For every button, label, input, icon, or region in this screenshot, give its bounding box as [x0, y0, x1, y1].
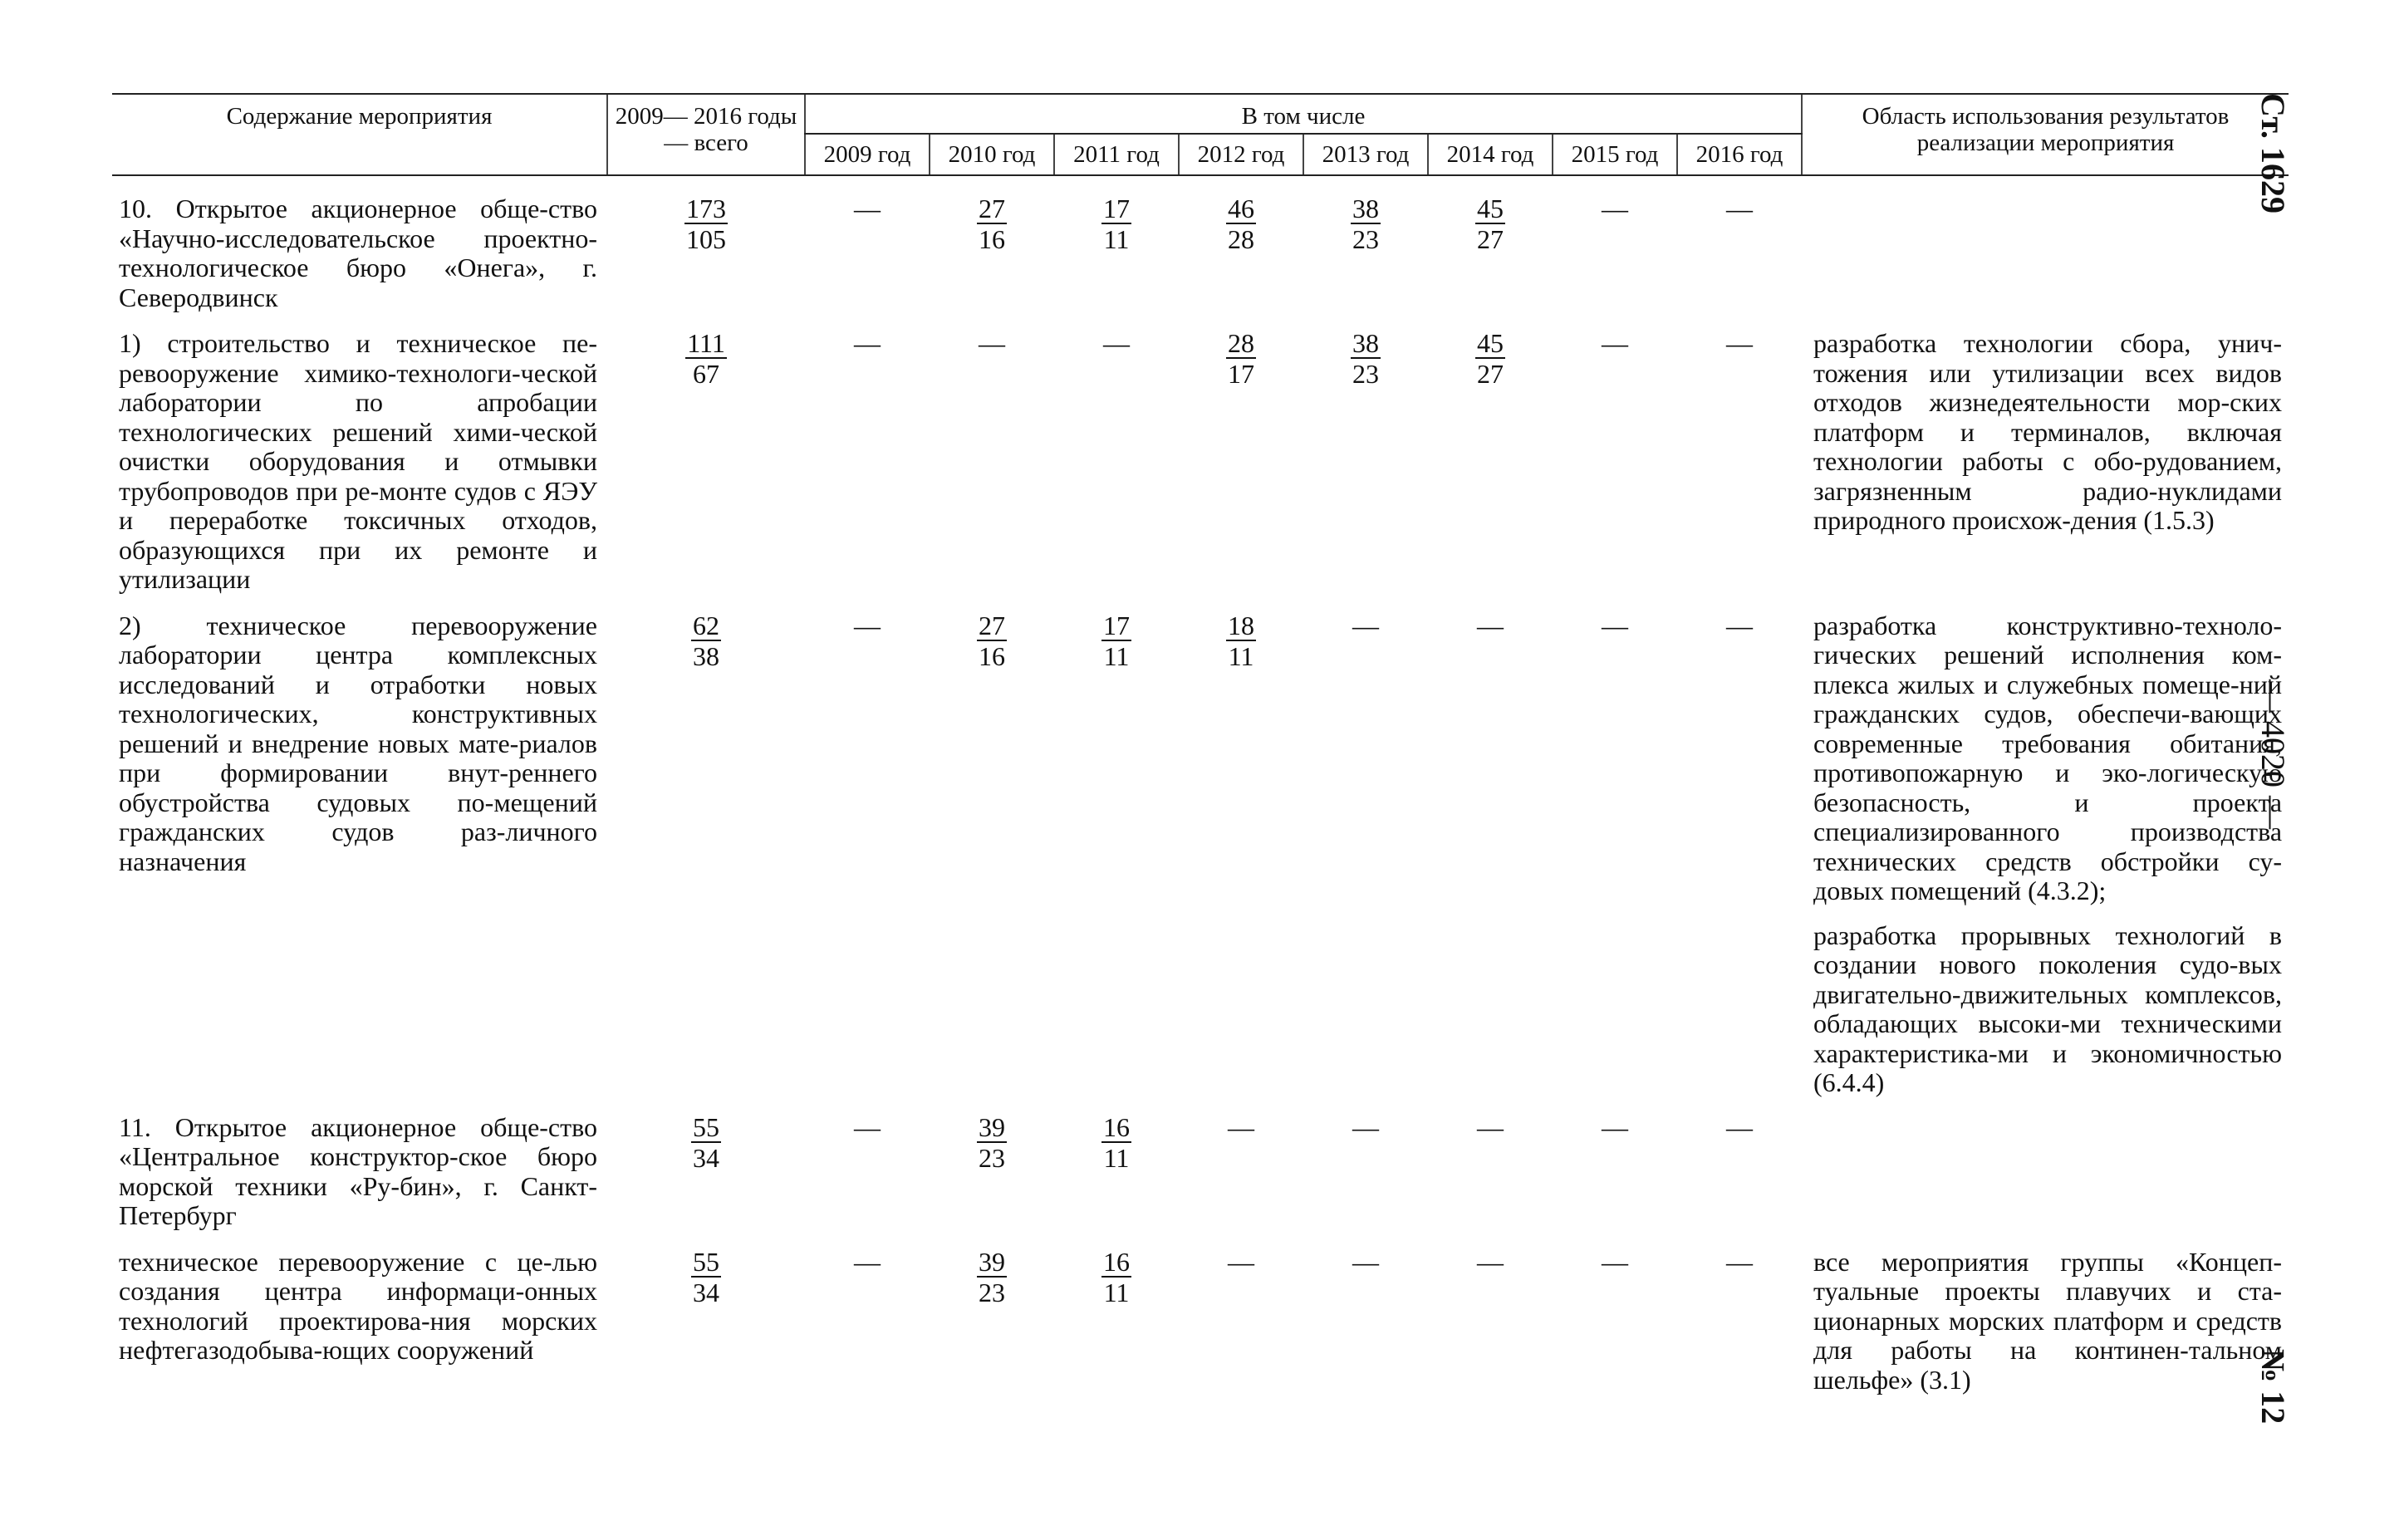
year-cell-2012	[1179, 321, 1303, 603]
table-row	[112, 321, 2289, 603]
header-year-2014: 2014 год	[1428, 134, 1553, 175]
header-year-2016: 2016 год	[1677, 134, 1802, 175]
area-text	[1802, 1105, 2289, 1239]
area-text: разработка технологии сбора, унич-тожения или утилизации всех видов отходов жизнедеятельности мор-ских платформ и терминалов, включая технологии работы с обо-рудованием, загрязненным радио-нуклидами природного происхож-дения (1.5.3)	[1813, 328, 2283, 535]
denominator: 23	[1352, 224, 1379, 254]
denominator: 34	[693, 1277, 719, 1307]
year-cell-2015-dash: —	[1602, 1111, 1628, 1142]
empty-cell	[805, 913, 930, 1105]
empty-cell	[1677, 913, 1802, 1105]
header-including: В том числе	[805, 94, 1802, 134]
numerator: 28	[1228, 328, 1254, 358]
total-cell	[607, 1239, 805, 1402]
empty-cell	[112, 913, 607, 1105]
numerator: 111	[687, 328, 725, 358]
year-fraction	[1475, 194, 1505, 254]
year-cell-2013-dash: —	[1352, 610, 1379, 640]
year-fraction	[977, 1113, 1007, 1173]
table-row	[112, 175, 2289, 321]
numerator: 27	[979, 194, 1005, 223]
total-cell	[607, 321, 805, 603]
empty-cell	[1303, 913, 1428, 1105]
measure-text: 2) техническое перевооружение лаборатории центра комплексных исследований и отработки новых технологических, конструктивных решений и внедрение новых мате-риалов при формировании внут-реннего обустройства судовых по-мещений гражданских судов раз-личного назначения	[119, 610, 597, 876]
area-text	[1802, 175, 2289, 321]
year-cell-2012	[1179, 603, 1303, 913]
margin-article: Ст. 1629	[2254, 93, 2292, 213]
numerator: 17	[1103, 610, 1130, 640]
total-cell	[607, 175, 805, 321]
measure-text: техническое перевооружение с це-лью создания центра информаци-онных технологий проектирова-ния морских нефтегазодобыва-ющих сооружений	[119, 1246, 597, 1365]
year-cell-2015-dash: —	[1602, 610, 1628, 640]
measure-text: 11. Открытое акционерное обще-ство «Центральное конструктор-ское бюро морской техники «Ру-бин», г. Санкт-Петербург	[119, 1111, 597, 1230]
measure-text: 1) строительство и техническое пе-ревооружение химико-технологи-ческой лаборатории по апробации технологических решений хими-ческой очистки оборудования и отмывки трубопроводов при ре-монте судов с ЯЭУ и переработке токсичных отходов, образующихся при их ремонте и утилизации	[119, 328, 597, 594]
numerator: 39	[979, 1246, 1005, 1277]
empty-cell	[930, 913, 1054, 1105]
table-header	[112, 94, 2289, 175]
year-cell-2009-dash: —	[854, 610, 881, 640]
numerator: 27	[979, 610, 1005, 640]
denominator: 23	[1352, 359, 1379, 389]
area-text: разработка конструктивно-техноло-гических решений исполнения ком-плекса жилых и служебных помеще-ний гражданских судов, обеспечи-вающих современные требования обитания, противопожарную и эко-логическую безопасность, и проекта специализированного производства технических средств обстройки су-довых помещений (4.3.2);	[1813, 610, 2283, 905]
denominator: 38	[693, 640, 719, 671]
area-text-2: разработка прорывных технологий в создании нового поколения судо-вых двигательно-движительных комплексов, обладающих высоки-ми техническими характеристика-ми и экономичностью (6.4.4)	[1813, 920, 2283, 1097]
year-cell-2012-dash: —	[1228, 1111, 1254, 1142]
header-content: Содержание мероприятия	[112, 94, 607, 175]
total-fraction	[684, 194, 728, 254]
year-cell-2014	[1428, 175, 1553, 321]
total-fraction	[691, 1113, 721, 1173]
margin-page-number: — 4020 —	[2254, 679, 2292, 829]
numerator: 62	[693, 610, 719, 640]
denominator: 11	[1103, 1142, 1130, 1173]
empty-cell	[1054, 913, 1179, 1105]
year-cell-2010-dash: —	[979, 328, 1005, 358]
year-cell-2014-dash: —	[1477, 1246, 1504, 1277]
header-area: Область использования результатов реализации мероприятия	[1802, 94, 2289, 175]
total-cell	[607, 1105, 805, 1239]
area-text: все мероприятия группы «Концеп-туальные проекты плавучих и ста-ционарных морских платформ и средств для работы на континен-тальном шельфе» (3.1)	[1813, 1246, 2283, 1395]
year-cell-2009-dash: —	[854, 1246, 881, 1277]
year-cell-2011	[1054, 1239, 1179, 1402]
year-cell-2016-dash: —	[1726, 1246, 1753, 1277]
denominator: 23	[979, 1142, 1005, 1173]
header-year-2010: 2010 год	[930, 134, 1054, 175]
header-year-2015: 2015 год	[1553, 134, 1677, 175]
margin-issue: № 12	[2254, 1349, 2292, 1425]
year-fraction	[977, 194, 1007, 254]
denominator: 16	[979, 640, 1005, 671]
year-cell-2016-dash: —	[1726, 1111, 1753, 1142]
total-cell	[607, 603, 805, 913]
year-cell-2011	[1054, 603, 1179, 913]
denominator: 27	[1477, 359, 1504, 389]
year-cell-2011	[1054, 1105, 1179, 1239]
year-cell-2014	[1428, 321, 1553, 603]
year-cell-2013-dash: —	[1352, 1246, 1379, 1277]
year-fraction	[977, 611, 1007, 671]
year-cell-2009-dash: —	[854, 328, 881, 358]
table-row	[112, 603, 2289, 913]
denominator: 67	[693, 359, 719, 389]
denominator: 11	[1103, 1277, 1130, 1307]
denominator: 27	[1477, 224, 1504, 254]
total-fraction	[685, 329, 727, 389]
year-cell-2011-dash: —	[1103, 328, 1130, 358]
table-row-continuation	[112, 913, 2289, 1105]
year-cell-2009-dash: —	[854, 1111, 881, 1142]
numerator: 18	[1228, 610, 1254, 640]
total-fraction	[691, 1248, 721, 1307]
denominator: 34	[693, 1142, 719, 1173]
header-year-2009: 2009 год	[805, 134, 930, 175]
denominator: 11	[1228, 640, 1254, 671]
numerator: 16	[1103, 1111, 1130, 1142]
year-fraction	[1226, 194, 1256, 254]
empty-cell	[1428, 913, 1553, 1105]
year-fraction	[1101, 194, 1131, 254]
year-cell-2010	[930, 1239, 1054, 1402]
year-fraction	[1351, 194, 1381, 254]
numerator: 38	[1352, 194, 1379, 223]
year-cell-2015-dash: —	[1602, 328, 1628, 358]
year-cell-2014-dash: —	[1477, 1111, 1504, 1142]
numerator: 17	[1103, 194, 1130, 223]
empty-cell	[607, 913, 805, 1105]
year-fraction	[1101, 611, 1131, 671]
year-cell-2012	[1179, 175, 1303, 321]
year-fraction	[1101, 1248, 1131, 1307]
numerator: 38	[1352, 328, 1379, 358]
year-cell-2016-dash: —	[1726, 328, 1753, 358]
numerator: 45	[1477, 194, 1504, 223]
empty-cell	[1179, 913, 1303, 1105]
year-fraction	[1226, 611, 1256, 671]
total-fraction	[691, 611, 721, 671]
year-cell-2010	[930, 603, 1054, 913]
year-cell-2010	[930, 1105, 1054, 1239]
numerator: 39	[979, 1111, 1005, 1142]
numerator: 45	[1477, 328, 1504, 358]
year-fraction	[1101, 1113, 1131, 1173]
program-table	[112, 93, 2289, 1401]
header-year-2012: 2012 год	[1179, 134, 1303, 175]
year-cell-2016-dash: —	[1726, 194, 1753, 223]
numerator: 16	[1103, 1246, 1130, 1277]
denominator: 105	[686, 224, 726, 254]
table-body	[112, 175, 2289, 1401]
header-year-2011: 2011 год	[1054, 134, 1179, 175]
year-fraction	[1475, 329, 1505, 389]
year-fraction	[1351, 329, 1381, 389]
year-cell-2011	[1054, 175, 1179, 321]
denominator: 16	[979, 224, 1005, 254]
denominator: 17	[1228, 359, 1254, 389]
year-cell-2014-dash: —	[1477, 610, 1504, 640]
numerator: 173	[686, 194, 726, 223]
denominator: 11	[1103, 640, 1130, 671]
header-total: 2009— 2016 годы — всего	[607, 94, 805, 175]
year-cell-2015-dash: —	[1602, 194, 1628, 223]
table-row	[112, 1105, 2289, 1239]
measure-text: 10. Открытое акционерное обще-ство «Научно-исследовательское проектно-технологическое бюро «Онега», г. Северодвинск	[119, 194, 597, 312]
year-cell-2010	[930, 175, 1054, 321]
year-cell-2015-dash: —	[1602, 1246, 1628, 1277]
year-cell-2013	[1303, 175, 1428, 321]
year-cell-2009-dash: —	[854, 194, 881, 223]
empty-cell	[1553, 913, 1677, 1105]
numerator: 55	[693, 1111, 719, 1142]
denominator: 28	[1228, 224, 1254, 254]
year-cell-2016-dash: —	[1726, 610, 1753, 640]
year-cell-2013	[1303, 321, 1428, 603]
numerator: 55	[693, 1246, 719, 1277]
numerator: 46	[1228, 194, 1254, 223]
year-cell-2012-dash: —	[1228, 1246, 1254, 1277]
header-year-2013: 2013 год	[1303, 134, 1428, 175]
denominator: 11	[1103, 224, 1130, 254]
year-cell-2013-dash: —	[1352, 1111, 1379, 1142]
year-fraction	[1226, 329, 1256, 389]
denominator: 23	[979, 1277, 1005, 1307]
table-row	[112, 1239, 2289, 1402]
year-fraction	[977, 1248, 1007, 1307]
